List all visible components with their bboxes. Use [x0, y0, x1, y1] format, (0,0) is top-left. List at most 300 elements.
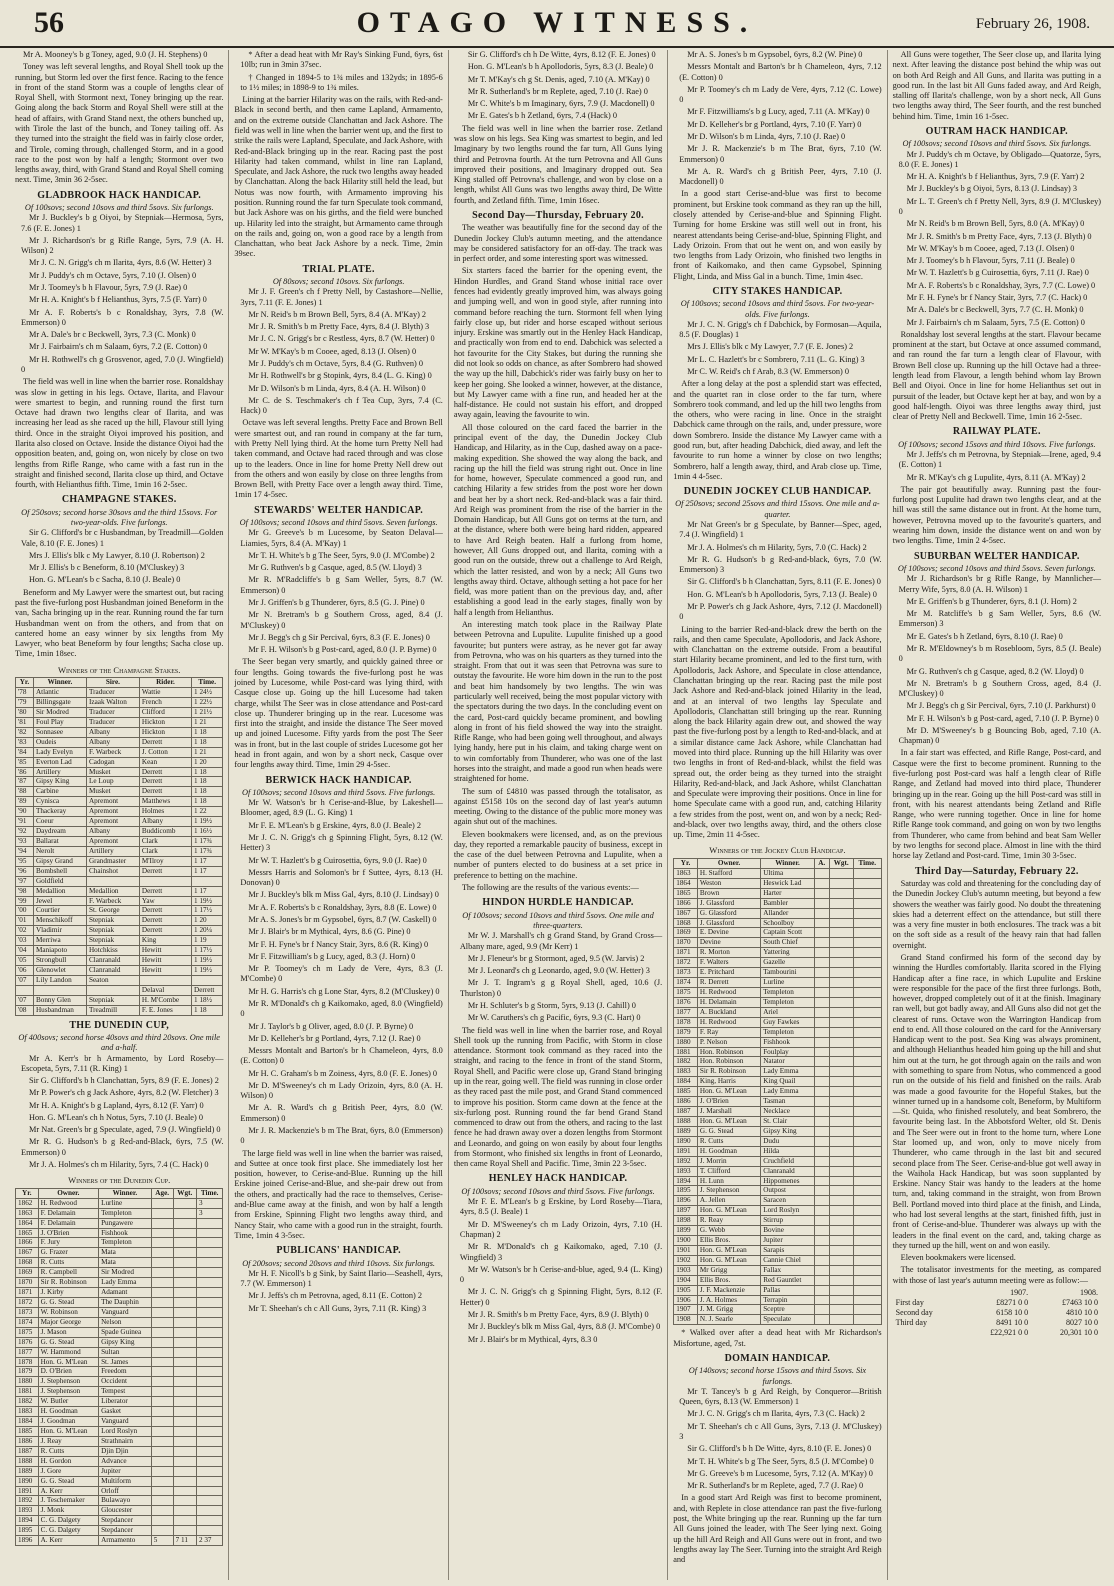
table-cell: 1 16½ — [192, 827, 223, 837]
table-cell: F. Delamain — [38, 1218, 98, 1228]
table-row — [674, 918, 881, 928]
table-row — [16, 886, 223, 896]
table-cell: Coeur — [33, 817, 86, 827]
table-cell: Bambler — [761, 898, 815, 908]
table-row — [16, 846, 223, 856]
entry-line: Mr D. Kelleher's br g Portland, 4yrs, 7.12 (J. Rae) 0 — [248, 1033, 421, 1043]
table-cell — [173, 1327, 196, 1337]
day-heading: Third Day—Saturday, February 22. — [914, 865, 1079, 877]
table-cell — [814, 1087, 829, 1097]
table-cell: Glenowlet — [33, 965, 86, 975]
table-cell: R. Morton — [697, 948, 760, 958]
table-header-cell: Rider. — [139, 678, 191, 688]
table-cell: '85 — [16, 757, 34, 767]
entry-list — [673, 1387, 881, 1492]
table-row — [16, 1417, 223, 1427]
table-cell: '04 — [16, 946, 34, 956]
entry-line: Mr J. Buckley's b g Oiyoi, by Stepniak—Hermosa, 5yrs, 7.6 (F. E. Jones) 1 — [21, 213, 224, 233]
table-cell — [196, 1496, 222, 1506]
table-cell: 1870 — [674, 938, 698, 948]
race-heading: DUNEDIN JOCKEY CLUB HANDICAP. — [683, 486, 872, 498]
table-cell: 1904 — [674, 1275, 698, 1285]
entry-line: Hon. G. M'Lean's ch h Notus, 5yrs, 7.10 (J. Beale) 0 — [29, 1112, 203, 1122]
table-cell: Billingsgate — [33, 698, 86, 708]
table-cell: Hon. Robinson — [697, 1047, 760, 1057]
table-row — [16, 1397, 223, 1407]
table-cell — [814, 1265, 829, 1275]
table-cell — [196, 1377, 222, 1387]
table-cell — [173, 1278, 196, 1288]
table-cell: Yattering — [761, 948, 815, 958]
entry-line: Mr H. A. Knight's b f Helianthus, 3yrs, 7.9 (F. Yarr) 2 — [906, 172, 1085, 182]
table-cell: Hickton — [139, 717, 191, 727]
entry-list — [673, 520, 881, 623]
table-cell: '98 — [16, 886, 34, 896]
table-cell: Carbine — [33, 787, 86, 797]
table-cell — [151, 1218, 173, 1228]
table-cell: 1880 — [674, 1037, 698, 1047]
table-cell: King — [139, 936, 191, 946]
entry-line: Mr T. H. White's b g The Seer, 5yrs, 9.0 (J. M'Combe) 2 — [248, 550, 435, 560]
table-cell: 1905 — [674, 1285, 698, 1295]
table-row — [674, 1295, 881, 1305]
table-cell: '83 — [16, 737, 34, 747]
table-cell: '05 — [16, 956, 34, 966]
entry-line: Mr F. H. Fyne's br f Nancy Stair, 3yrs, 8.6 (R. King) 0 — [248, 939, 429, 949]
table-cell — [814, 1216, 829, 1226]
table-cell: 1 17 — [192, 886, 223, 896]
table-row — [674, 1097, 881, 1107]
table-cell: 1 19 — [192, 936, 223, 946]
table-cell: Hotchkiss — [86, 946, 139, 956]
table-cell: '95 — [16, 856, 34, 866]
table-header-cell: Yr. — [16, 1188, 39, 1198]
table-cell: 1881 — [674, 1047, 698, 1057]
table-cell: 1883 — [16, 1407, 39, 1417]
table-header-cell: Owner. — [697, 859, 760, 869]
table-cell: 1 18 — [192, 797, 223, 807]
winners-table — [15, 1173, 223, 1546]
race-conditions: Of 100sovs; second 10sovs and third 5sovs. Five furlongs. — [241, 787, 436, 797]
table-cell: Bovine — [761, 1226, 815, 1236]
table-header-cell: Winner. — [33, 678, 86, 688]
table-cell — [196, 1347, 222, 1357]
table-cell: 1862 — [16, 1198, 39, 1208]
table-cell: 1867 — [674, 908, 698, 918]
table-cell — [853, 1305, 881, 1315]
table-cell: Multiform — [99, 1476, 152, 1486]
table-cell — [829, 868, 853, 878]
table-cell — [814, 948, 829, 958]
table-cell — [814, 1226, 829, 1236]
champagne-winners-table — [15, 663, 223, 1016]
table-cell: Fallax — [761, 1265, 815, 1275]
table-cell — [829, 1245, 853, 1255]
table-cell: G. Glassford — [697, 908, 760, 918]
race-conditions: Of 100sovs; second 15sovs and third 10sovs. Five furlongs. — [898, 439, 1096, 449]
table-cell — [853, 1107, 881, 1117]
table-row — [674, 1206, 881, 1216]
table-cell: Seaton — [86, 975, 139, 985]
table-header-cell: Time. — [853, 859, 881, 869]
entry-line: Mr J. C. N. Grigg's ch f Dabchick, by Formosan—Aquila, 8.5 (F. Douglas) 1 — [679, 319, 882, 340]
table-cell — [814, 1285, 829, 1295]
table-cell: 1867 — [16, 1248, 39, 1258]
table-cell: Apremont — [86, 836, 139, 846]
table-row — [674, 1126, 881, 1136]
entry-list — [234, 528, 442, 655]
table-cell: 1884 — [674, 1077, 698, 1087]
entry-line: Mr N. Bretram's b g Southern Cross, aged, 8.4 (J. M'Cluskey) 0 — [240, 610, 443, 630]
entry-line: Mr J. R. Smith's b m Pretty Face, 4yrs, 8.9 (J. Blyth) 0 — [467, 1309, 649, 1319]
entry-line: Mr C. de S. Teschmaker's ch f Tea Cup, 3yrs, 7.4 (C. Hack) 0 — [240, 395, 443, 416]
table-cell: 1888 — [674, 1116, 698, 1126]
table-cell: Derrett — [139, 926, 191, 936]
table-cell: Sceptre — [761, 1305, 815, 1315]
table-row — [674, 1275, 881, 1285]
race-report: In a good start Ard Reigh was first to become prominent, and, with Replete in close attendance ran past the five-furlong post, the White bringing up the rear. Running up the far turn All Guns joined the leader, with The Seer lying next. Going up the hill Ard Reigh and All Guns were out in front, and two lengths away lay The Seer. Turning into the straight Ard Reigh and — [673, 1493, 882, 1565]
totals-row — [893, 1308, 1101, 1318]
table-row — [674, 1186, 881, 1196]
table-cell: Spade Guinea — [99, 1327, 152, 1337]
table-cell: 1868 — [674, 918, 698, 928]
race-heading: DOMAIN HANDICAP. — [724, 1352, 831, 1364]
table-row — [16, 1248, 223, 1258]
table-cell: '06 — [16, 965, 34, 975]
table-cell: 1 19½ — [192, 896, 223, 906]
entry-list — [893, 574, 1101, 746]
table-cell — [814, 1305, 829, 1315]
table-cell: 1887 — [16, 1446, 39, 1456]
table-cell: 1 22 — [192, 807, 223, 817]
table-cell: 1864 — [16, 1218, 39, 1228]
table-cell: '82 — [16, 727, 34, 737]
table-cell: 1888 — [16, 1456, 39, 1466]
table-row — [674, 1305, 881, 1315]
table-cell — [151, 1357, 173, 1367]
table-cell — [853, 1097, 881, 1107]
table-cell — [853, 1216, 881, 1226]
table-cell — [829, 928, 853, 938]
table-cell — [814, 1107, 829, 1117]
entry-list — [15, 528, 223, 585]
entry-line: Mr R. M'Eldowney's b m Rosebloom, 5yrs, 8.5 (J. Beale) 0 — [898, 643, 1102, 664]
table-cell: J. Stephenson — [697, 1186, 760, 1196]
table-cell: Hon. G. M'Lean — [697, 1116, 760, 1126]
table-cell: Derrett — [139, 767, 191, 777]
table-cell: J. Monk — [38, 1506, 98, 1516]
entry-list — [234, 1269, 442, 1314]
table-cell — [829, 1067, 853, 1077]
table-cell — [853, 1047, 881, 1057]
table-cell: 7 11 — [173, 1536, 196, 1546]
table-cell: 1889 — [16, 1466, 39, 1476]
table-cell — [173, 1367, 196, 1377]
entry-line: Mr T. Sheehan's ch c All Guns, 3yrs, 7.11 (R. King) 3 — [248, 1303, 427, 1313]
table-cell: '07 — [16, 975, 34, 985]
table-cell: Derrett — [139, 866, 191, 876]
table-cell — [196, 1436, 222, 1446]
table-cell: Lady Emma — [761, 1087, 815, 1097]
table-cell: Albany — [86, 737, 139, 747]
table-cell: 1 18½ — [192, 995, 223, 1005]
table-header-cell: Age. — [151, 1188, 173, 1198]
table-cell — [151, 1506, 173, 1516]
entry-line: Mr P. Power's ch g Jack Ashore, 4yrs, 7.12 (J. Macdonell) 0 — [679, 602, 882, 622]
table-row — [16, 1337, 223, 1347]
table-cell: P. Nelson — [697, 1037, 760, 1047]
table-cell: 1 17½ — [192, 946, 223, 956]
table-cell: 1869 — [674, 928, 698, 938]
table-cell — [829, 1077, 853, 1087]
table-cell: Orloff — [99, 1486, 152, 1496]
table-cell — [814, 1126, 829, 1136]
race-heading: STEWARDS' WELTER HANDICAP. — [254, 504, 424, 516]
table-cell — [196, 1387, 222, 1397]
race-conditions: Of 100sovs; second 10sovs and third 5sovs. Seven furlongs. — [897, 563, 1096, 573]
table-row — [16, 1466, 223, 1476]
table-cell: Sir Modred — [33, 707, 86, 717]
table-cell: Stirrup — [761, 1216, 815, 1226]
table-cell: '78 — [16, 688, 34, 698]
entry-list — [454, 1197, 662, 1345]
table-cell: Fishhook — [99, 1228, 152, 1238]
table-row — [674, 1107, 881, 1117]
table-cell — [829, 1265, 853, 1275]
table-cell — [196, 1228, 222, 1238]
entry-line: Mr A. F. Roberts's b c Ronaldshay, 3yrs, 7.8 (W. Emmerson) 0 — [21, 307, 224, 327]
entry-list — [454, 931, 662, 1023]
newspaper-title: OTAGO WITNESS. — [356, 6, 758, 39]
table-cell — [814, 1067, 829, 1077]
table-cell — [853, 928, 881, 938]
table-cell — [173, 1397, 196, 1407]
table-cell — [853, 1295, 881, 1305]
table-cell: J. O'Brien — [697, 1097, 760, 1107]
table-cell: Adamant — [99, 1288, 152, 1298]
table-cell: Artillery — [33, 767, 86, 777]
table-cell: 1884 — [16, 1417, 39, 1427]
table-cell: F. E. Jones — [139, 1005, 191, 1015]
table-cell: 1901 — [674, 1245, 698, 1255]
table-cell — [853, 1136, 881, 1146]
entry-line: Hon. G. M'Lean's b c Sacha, 8.10 (J. Beale) 0 — [29, 575, 181, 585]
table-cell: H. Goodman — [38, 1407, 98, 1417]
race-conditions: Of 250sovs; second 25sovs and third 15sovs. One mile and a-quarter. — [675, 499, 880, 519]
table-cell — [151, 1327, 173, 1337]
table-cell: Hon. G. M'Lean — [38, 1426, 98, 1436]
table-cell: French — [139, 698, 191, 708]
table-cell: 1880 — [16, 1377, 39, 1387]
table-cell — [814, 1156, 829, 1166]
table-cell — [196, 1466, 222, 1476]
table-caption: Winners of the Champagne Stakes. — [58, 664, 181, 675]
table-cell: Lady Emma — [761, 1067, 815, 1077]
table-cell — [173, 1407, 196, 1417]
table-cell: Albany — [139, 817, 191, 827]
table-cell: A. Jellen — [697, 1196, 760, 1206]
table-cell: Treadmill — [86, 1005, 139, 1015]
table-cell: Stepniak — [86, 936, 139, 946]
entry-line: Hon. G. M'Lean's b h Apollodoris, 5yrs, 8.3 (J. Beale) 0 — [467, 62, 654, 72]
table-cell — [196, 1278, 222, 1288]
table-row — [16, 698, 223, 708]
entry-line: Mr G. Greeve's b m Lucesome, 5yrs, 7.12 (A. M'Kay) 0 — [687, 1468, 873, 1478]
table-cell: Occident — [99, 1377, 152, 1387]
column-4 — [668, 50, 887, 1580]
table-cell — [853, 1027, 881, 1037]
table-cell — [814, 1275, 829, 1285]
table-cell: 1881 — [16, 1387, 39, 1397]
table-cell — [814, 1176, 829, 1186]
race-heading: RAILWAY PLATE. — [952, 426, 1041, 438]
table-cell: 1893 — [674, 1166, 698, 1176]
table-cell: Templeton — [761, 997, 815, 1007]
table-row — [674, 968, 881, 978]
table-row — [674, 928, 881, 938]
table-header-cell: Winner. — [761, 859, 815, 869]
table-cell — [829, 1315, 853, 1325]
table-cell — [829, 1236, 853, 1246]
table-cell: Ellis Bros. — [697, 1236, 760, 1246]
table-cell: Freedom — [99, 1367, 152, 1377]
table-cell: F. Warbeck — [86, 896, 139, 906]
table-row — [16, 1446, 223, 1456]
table-cell: 1873 — [16, 1307, 39, 1317]
table-row — [16, 1407, 223, 1417]
table-cell: '00 — [16, 906, 34, 916]
table-cell: H. Lunn — [697, 1176, 760, 1186]
race-conditions: Of 80sovs; second 10sovs. Six furlongs. — [272, 277, 405, 287]
table-row — [674, 1226, 881, 1236]
table-cell: 3 — [196, 1198, 222, 1208]
entry-line: Messrs Harris and Solomon's br f Suttee, 4yrs, 8.13 (H. Donovan) 0 — [240, 867, 443, 888]
table-cell — [853, 868, 881, 878]
table-cell: '02 — [16, 926, 34, 936]
table-cell — [829, 1156, 853, 1166]
table-header-cell: Yr. — [674, 859, 698, 869]
table-cell: Derrett — [139, 906, 191, 916]
table-header-cell: A. — [814, 859, 829, 869]
table-cell: Heswick Lad — [761, 878, 815, 888]
table-row — [674, 908, 881, 918]
table-row — [674, 1245, 881, 1255]
table-cell — [814, 1047, 829, 1057]
table-cell: 1 19½ — [192, 956, 223, 966]
table-cell — [196, 1397, 222, 1407]
table-cell: St. George — [86, 906, 139, 916]
table-cell: Nerolt — [33, 846, 86, 856]
table-row — [16, 1536, 223, 1546]
table-cell — [151, 1377, 173, 1387]
table-row — [674, 1166, 881, 1176]
table-cell — [853, 1275, 881, 1285]
table-cell: Musket — [86, 787, 139, 797]
article-paragraph: All those coloured on the card faced the barrier in the principal event of the day, the Dunedin Jockey Club Handicap, and Hilarity, as in the Cup, dashed away on a pace-making expedition. She showed the way along the back, and racing up the hill the field was strung right out. Once in line for home, however, Speculate commenced a good run, and catching Hilarity a few strides from the post wore her down and beat her by a short neck. Red-and-black was a fair third. Ard Reigh was prominent from the rise of the barrier in the Domain Handicap, but All Guns got on terms at the turn, and at the distance, where both were being hard ridden, appeared to have Ard Reigh beaten. Half a furlong from home, however, All Guns dropped out, and Ilarita, coming with a good run on the outside, threw out a challenge to Ard Reigh, which the latter resisted, and won by a neck; All Guns two lengths away third. Octave, although setting a hot pace for her field, was more patient than on the previous day, and, after establishing a good lead in the early stages, finally won by half a length from Helianthus. — [453, 422, 663, 617]
race-heading: CITY STAKES HANDICAP. — [712, 285, 843, 297]
table-cell: F. Warbeck — [86, 747, 139, 757]
table-cell: 1890 — [674, 1136, 698, 1146]
table-cell — [151, 1516, 173, 1526]
table-cell — [151, 1387, 173, 1397]
table-cell: H. Redwood — [38, 1198, 98, 1208]
table-cell — [853, 1236, 881, 1246]
table-row — [16, 836, 223, 846]
entry-line: Mr N. Reid's b m Brown Bell, 5yrs, 8.4 (A. M'Kay) 2 — [248, 309, 427, 319]
table-cell: R. Cutts — [697, 1136, 760, 1146]
table-cell: J. Stephenson — [38, 1377, 98, 1387]
entry-line: Mr R. M'Radcliffe's b g Sam Weller, 5yrs, 8.7 (W. Emmerson) 0 — [240, 575, 443, 595]
table-cell — [173, 1506, 196, 1516]
table-cell — [853, 978, 881, 988]
table-cell — [151, 1258, 173, 1268]
entry-line: Mr A. Dale's br c Beckwell, 3yrs, 7.7 (C. H. Monk) 0 — [906, 305, 1084, 315]
table-cell: F. Walters — [697, 958, 760, 968]
table-cell — [173, 1526, 196, 1536]
table-cell: J. Kirby — [38, 1288, 98, 1298]
table-row — [674, 1176, 881, 1186]
table-header-cell: Wgt. — [829, 859, 853, 869]
table-cell: 1866 — [16, 1238, 39, 1248]
table-row — [16, 995, 223, 1005]
table-cell — [196, 1258, 222, 1268]
table-cell: 1895 — [674, 1186, 698, 1196]
table-cell — [151, 1496, 173, 1506]
table-cell: '96 — [16, 866, 34, 876]
table-cell — [151, 1397, 173, 1407]
table-cell: Clanranald — [86, 956, 139, 966]
entry-line: Mr J. Leonard's ch g Leonardo, aged, 9.0 (W. Hetter) 3 — [467, 966, 650, 976]
table-cell — [196, 1238, 222, 1248]
table-cell: Schoolboy — [761, 918, 815, 928]
entry-line: Mr H. A. Knight's b g Lapland, 4yrs, 8.12 (F. Yarr) 0 — [29, 1100, 204, 1110]
race-heading: GLADBROOK HACK HANDICAP. — [37, 189, 202, 201]
entry-line: Mr A. F. Roberts's b c Ronaldshay, 3yrs, 8.8 (E. Lowe) 0 — [248, 902, 437, 912]
race-conditions: Of 400sovs; second horse 40sovs and third 20sovs. One mile and a-half. — [18, 1032, 220, 1053]
table-cell: '88 — [16, 787, 34, 797]
table-row — [16, 767, 223, 777]
table-cell — [853, 898, 881, 908]
table-row — [674, 1047, 881, 1057]
table-cell: '93 — [16, 836, 34, 846]
table-cell: Clark — [139, 846, 191, 856]
entry-line: Mrs J. Ellis's blk c My Lawyer, 7.7 (F. E. Jones) 2 — [687, 342, 854, 352]
race-report: After a long delay at the post a splendid start was effected, and the quartet ran in close order to the far turn, where Sombrero took command, and led up the hill two lengths from the others, who were racing in line. Once in the straight Dabchick came through on the rails, and, under pressure, wore down Sombrero. Inside the distance My Lawyer came with a good run, but, after heading Dabchick, died away, and left the favourite to run home a winner by close on two lengths; Sombrero, half a length away, third, and Arab close up. Time, 1min 4 4-5sec. — [673, 379, 882, 481]
table-cell: Musket — [86, 767, 139, 777]
table-cell — [814, 928, 829, 938]
table-cell — [151, 1456, 173, 1466]
table-cell — [151, 1426, 173, 1436]
table-cell — [173, 1516, 196, 1526]
table-row — [16, 896, 223, 906]
table-cell — [86, 985, 139, 995]
entry-line: Mr W. Watson's br h Cerise-and-Blue, by Lakeshell—Bloomer, aged, 8.9 (L. G. King) 1 — [240, 798, 443, 818]
table-cell: Lady Evelyn — [33, 747, 86, 757]
entry-line: Mr N. Reid's b m Brown Bell, 5yrs, 8.0 (A. M'Kay) 0 — [906, 219, 1085, 229]
entry-line: Mr J. Jeffs's ch m Petrovna, by Stepniak—Irene, aged, 9.4 (E. Cotton) 1 — [898, 450, 1102, 470]
table-cell: Stepniak — [86, 995, 139, 1005]
table-cell: Saracen — [761, 1196, 815, 1206]
table-cell: J. Mason — [38, 1327, 98, 1337]
race-conditions: Of 100sovs; second 10sovs and third 5sovs. Six furlongs. — [24, 203, 214, 213]
table-cell — [196, 1456, 222, 1466]
table-cell: 1 18 — [192, 767, 223, 777]
table-cell: Djin Djin — [99, 1446, 152, 1456]
table-cell: The Dauphin — [99, 1298, 152, 1308]
table-cell: Jupiter — [761, 1236, 815, 1246]
totals-header — [893, 1288, 1101, 1298]
table-cell — [151, 1288, 173, 1298]
